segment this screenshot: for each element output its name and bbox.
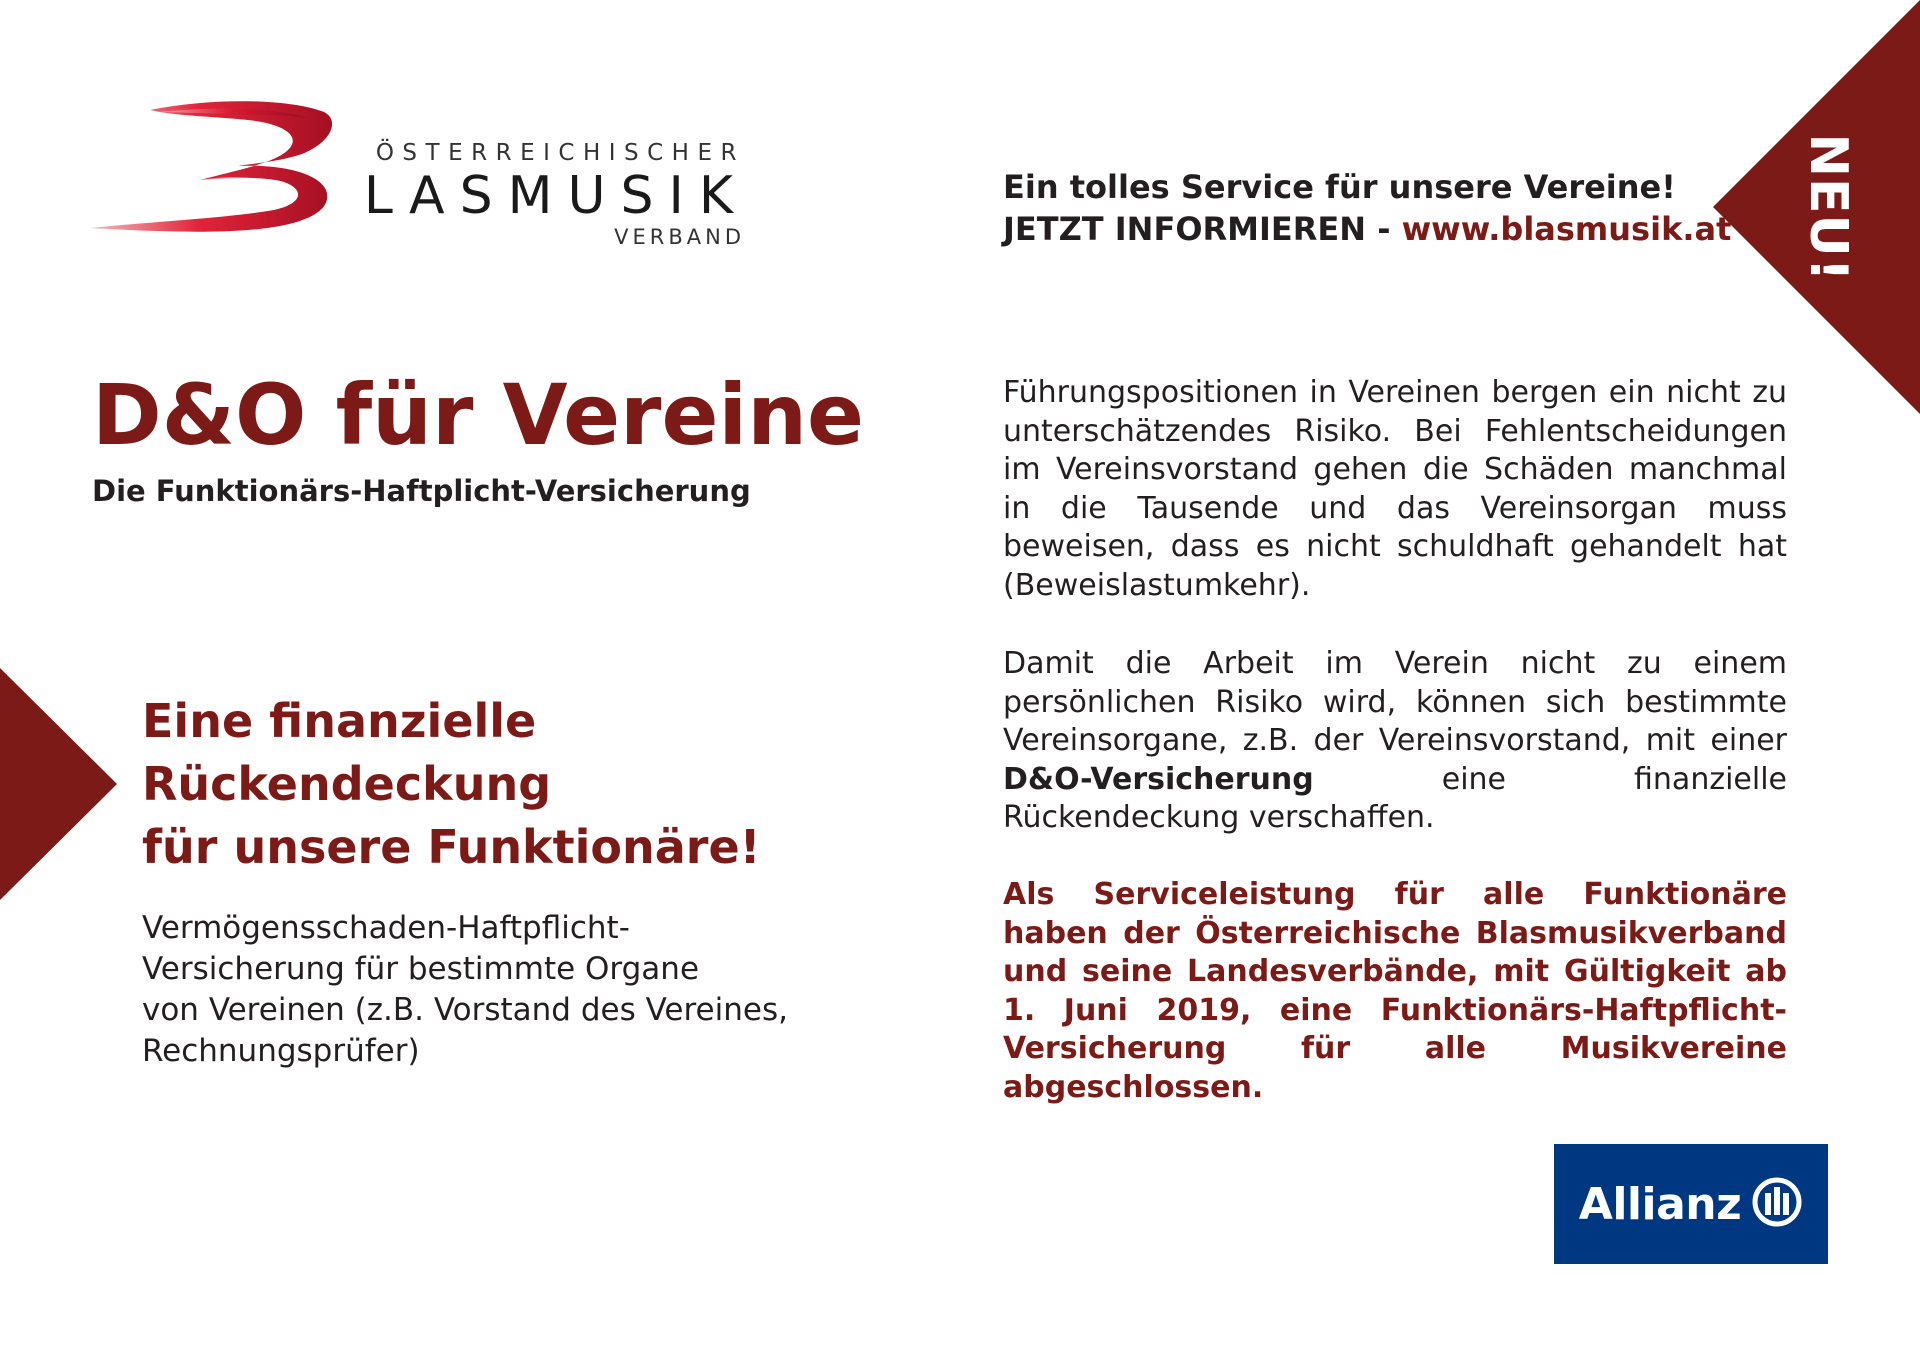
tagline xyxy=(142,690,792,879)
body-paragraph-1: Führungspositionen in Vereinen bergen ein nicht zu unterschätzendes Risiko. Bei Fehlentscheidungen im Vereinsvorstand gehen die Schäden manchmal in die Tausende und das Vereinsorgan muss beweisen, dass es nicht schuldhaft gehandelt hat (Beweislastumkehr). xyxy=(1003,375,1787,603)
paragraph-2-text-before: Damit die Arbeit im Verein nicht zu einem persönlichen Risiko wird, können sich bestimmte Vereinsorgane, z.B. der Vereinsvorstand, mit einer xyxy=(1003,646,1787,759)
service-announcement: Als Serviceleistung für alle Funktionäre haben der Österreichische Blasmusikverband und seine Landesverbände, mit Gültigkeit ab 1. Juni 2019, eine Funktionärs-Haftpflicht-Versicherung für alle Musikvereine abgeschlossen. xyxy=(1003,877,1787,1105)
promo-line-2 xyxy=(1003,208,1732,250)
body-paragraph-2 xyxy=(1003,645,1787,838)
logo-swoosh-icon xyxy=(88,98,348,238)
neu-badge-label: NEU! xyxy=(1798,133,1858,283)
arrow-pointer-icon xyxy=(0,668,117,900)
tagline-line: für unsere Funktionäre! xyxy=(142,820,761,874)
allianz-name: Allianz xyxy=(1578,1178,1742,1230)
description-line: Vermögensschaden-Haftpflicht- xyxy=(142,910,630,946)
page-title: D&O für Vereine xyxy=(92,366,864,464)
do-insurance-term: D&O-Versicherung xyxy=(1003,761,1314,797)
coverage-description xyxy=(142,908,822,1072)
logo-bottom-text: VERBAND xyxy=(614,225,745,249)
promo-line-1: Ein tolles Service für unsere Vereine! xyxy=(1003,168,1676,206)
tagline-line: Eine finanzielle xyxy=(142,694,537,748)
allianz-eagle-icon xyxy=(1751,1176,1803,1232)
allianz-logo xyxy=(1554,1144,1828,1264)
description-line: von Vereinen (z.B. Vorstand des Vereines, xyxy=(142,992,788,1028)
tagline-line: Rückendeckung xyxy=(142,757,552,811)
website-link[interactable]: www.blasmusik.at xyxy=(1401,210,1732,248)
paragraph-2-text-after: eine finanzielle Rückendeckung verschaffen. xyxy=(1003,761,1787,836)
description-line: Rechnungsprüfer) xyxy=(142,1033,420,1069)
page-subtitle: Die Funktionärs-Haftplicht-Versicherung xyxy=(92,474,751,508)
logo-main-text: LASMUSIK xyxy=(363,166,748,226)
promo-prefix: JETZT INFORMIEREN - xyxy=(1003,210,1402,248)
description-line: Versicherung für bestimmte Organe xyxy=(142,951,700,987)
logo-top-text: ÖSTERREICHISCHER xyxy=(375,140,745,166)
promo-header xyxy=(1003,166,1732,250)
